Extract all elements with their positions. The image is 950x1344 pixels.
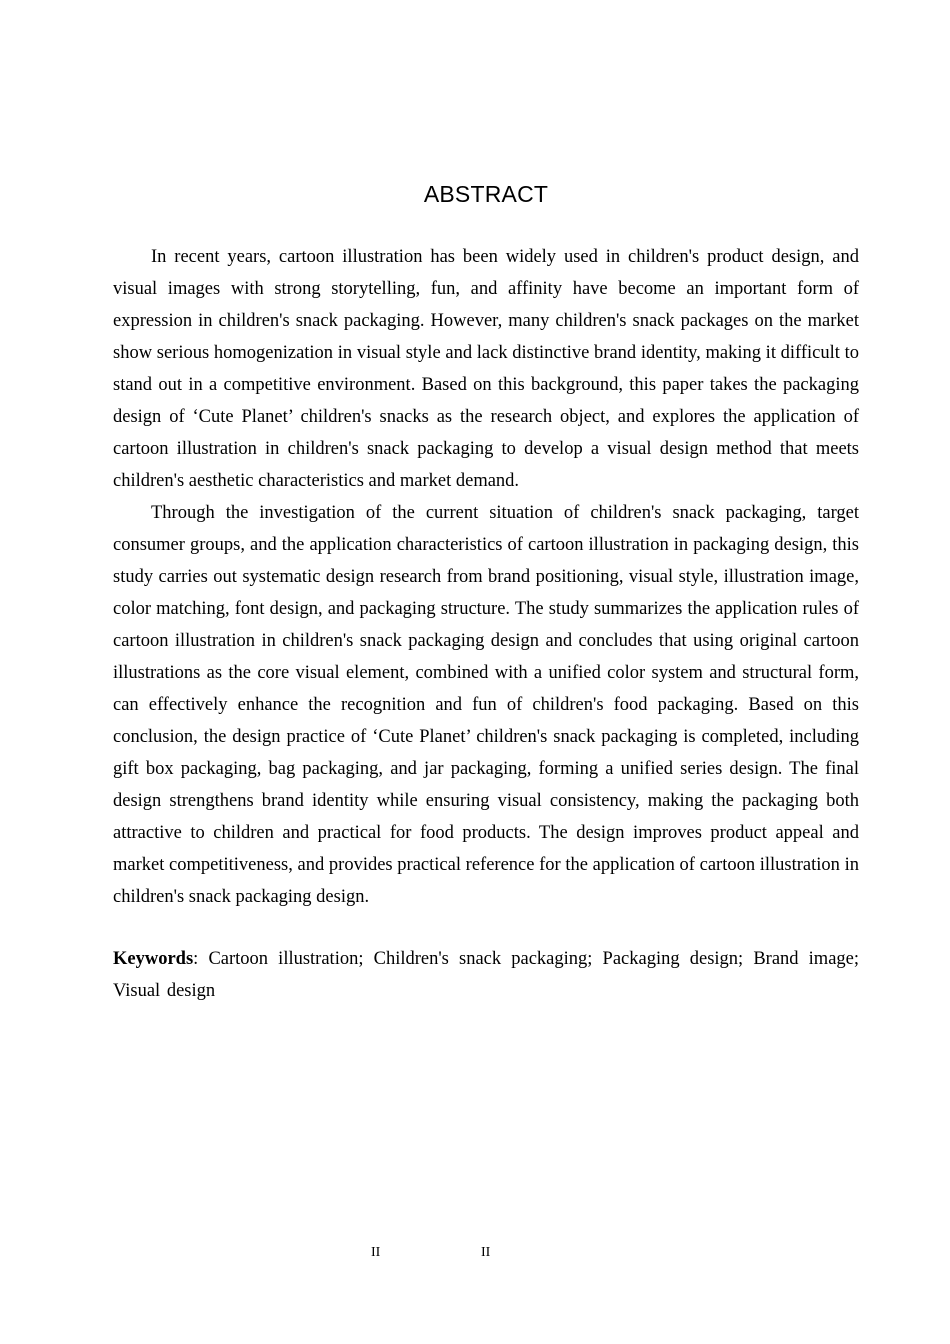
abstract-paragraph-2: Through the investigation of the current situation of children's snack packaging, target consumer groups, and the application characteristics of cartoon illustration in packaging design, this study carries out systematic design research from brand positioning, visual style, illustration image, color matching, font design, and packaging structure. The study summarizes the application rules of cartoon illustration in children's snack packaging design and concludes that using original cartoon illustrations as the core visual element, combined with a unified color system and structural form, can effectively enhance the recognition and fun of children's food packaging. Based on this conclusion, the design practice of ‘Cute Planet’ children's snack packaging is completed, including gift box packaging, bag packaging, and jar packaging, forming a unified series design. The final design strengthens brand identity while ensuring visual consistency, making the packaging both attractive to children and practical for food products. The design improves product appeal and market competitiveness, and provides practical reference for the application of cartoon illustration in children's snack packaging design.	[113, 503, 859, 907]
keywords-line	[113, 943, 859, 1007]
abstract-paragraph-1: In recent years, cartoon illustration has been widely used in children's product design, and visual images with strong storytelling, fun, and affinity have become an important form of expression in children's snack packaging. However, many children's snack packages on the market show serious homogenization in visual style and lack distinctive brand identity, making it difficult to stand out in a competitive environment. Based on this background, this paper takes the packaging design of ‘Cute Planet’ children's snacks as the research object, and explores the application of cartoon illustration in children's snack packaging to develop a visual design method that meets children's aesthetic characteristics and market demand.	[113, 247, 859, 491]
page-number-left: II	[371, 1245, 381, 1260]
page-number-right: II	[481, 1245, 491, 1260]
abstract-title: ABSTRACT	[423, 181, 549, 207]
abstract-body	[113, 241, 859, 913]
keywords-text: : Cartoon illustration; Children's snack packaging; Packaging design; Brand image; Visual design	[113, 949, 859, 1001]
keywords-label: Keywords	[113, 949, 194, 969]
